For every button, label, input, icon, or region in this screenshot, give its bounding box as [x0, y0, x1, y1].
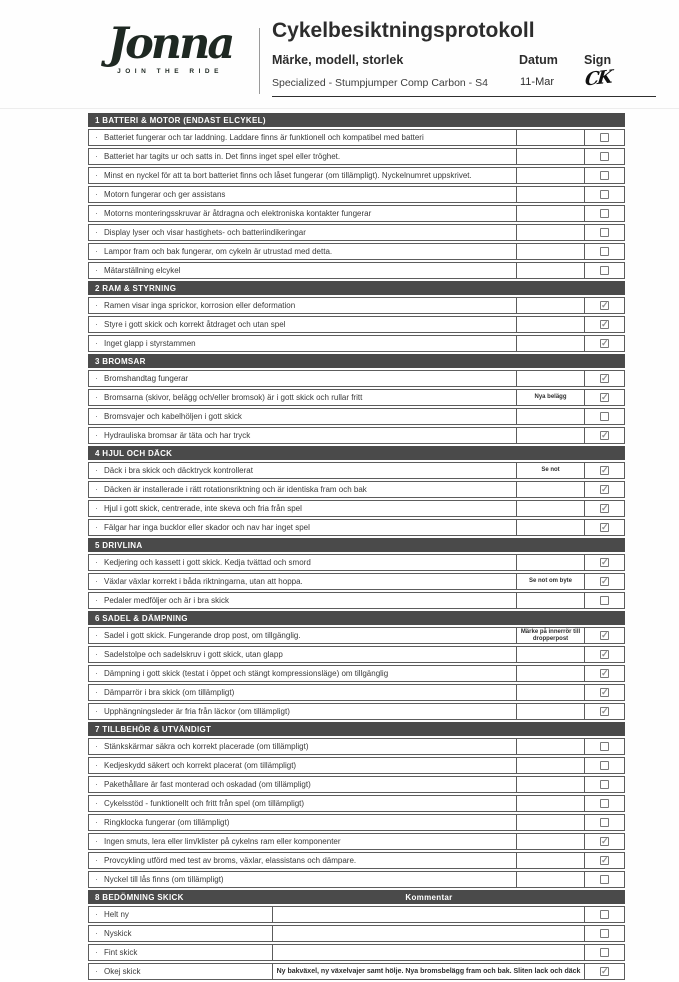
note-cell[interactable]	[517, 593, 585, 608]
item-text: Ramen visar inga sprickor, korrosion eller deformation	[104, 301, 296, 310]
checkbox-cell	[585, 244, 624, 259]
note-cell[interactable]	[517, 317, 585, 332]
logo-tagline: JOIN THE RIDE	[117, 68, 223, 76]
item-text: Bromshandtag fungerar	[104, 374, 189, 383]
checklist-row	[88, 703, 625, 720]
section-header	[88, 890, 625, 904]
note-cell[interactable]	[517, 428, 585, 443]
checkbox-cell	[585, 926, 624, 941]
bullet-icon: ·	[95, 706, 98, 716]
checklist-row	[88, 573, 625, 590]
item-text: Bromsvajer och kabelhöljen i gott skick	[104, 412, 242, 421]
checkbox-cell	[585, 872, 624, 887]
item-description-cell	[89, 926, 273, 941]
checklist-row	[88, 833, 625, 850]
comment-cell[interactable]	[273, 907, 585, 922]
checkbox-unchecked-icon[interactable]	[600, 152, 609, 161]
item-description-cell	[89, 130, 517, 145]
item-text: Inget glapp i styrstammen	[104, 339, 196, 348]
checkbox-unchecked-icon[interactable]	[600, 209, 609, 218]
bullet-icon: ·	[95, 909, 98, 919]
checkbox-checked-icon[interactable]	[600, 393, 609, 402]
bullet-icon: ·	[95, 319, 98, 329]
item-description-cell	[89, 244, 517, 259]
checklist-row	[88, 224, 625, 241]
bullet-icon: ·	[95, 947, 98, 957]
note-cell[interactable]	[517, 796, 585, 811]
item-description-cell	[89, 666, 517, 681]
checkbox-checked-icon[interactable]	[600, 504, 609, 513]
checkbox-checked-icon[interactable]	[600, 650, 609, 659]
checkbox-cell	[585, 371, 624, 386]
item-text: Däcken är installerade i rätt rotationsriktning och är identiska fram och bak	[104, 485, 367, 494]
checkbox-checked-icon[interactable]	[600, 577, 609, 586]
item-description-cell	[89, 168, 517, 183]
item-text: Sadelstolpe och sadelskruv i gott skick, utan glapp	[104, 650, 283, 659]
bullet-icon: ·	[95, 779, 98, 789]
checklist-row	[88, 481, 625, 498]
comment-column-header: Kommentar	[405, 892, 453, 902]
checkbox-cell	[585, 758, 624, 773]
item-text: Provcykling utförd med test av broms, växlar, elassistans och dämpare.	[104, 856, 357, 865]
page-divider-line	[0, 108, 679, 109]
checkbox-cell	[585, 501, 624, 516]
checkbox-cell	[585, 777, 624, 792]
item-text: Upphängningsleder är fria från läckor (om tillämpligt)	[104, 707, 290, 716]
note-cell[interactable]	[517, 704, 585, 719]
item-text: Motorn fungerar och ger assistans	[104, 190, 226, 199]
checklist-row	[88, 427, 625, 444]
checkbox-cell	[585, 168, 624, 183]
note-cell[interactable]	[517, 409, 585, 424]
checkbox-cell	[585, 317, 624, 332]
checkbox-cell	[585, 463, 624, 478]
checkbox-unchecked-icon[interactable]	[600, 190, 609, 199]
item-description-cell	[89, 225, 517, 240]
checkbox-unchecked-icon[interactable]	[600, 596, 609, 605]
checkbox-cell	[585, 149, 624, 164]
item-description-cell	[89, 482, 517, 497]
item-text: Bromsarna (skivor, belägg och/eller bromsok) är i gott skick och rullar fritt	[104, 393, 363, 402]
item-description-cell	[89, 628, 517, 643]
item-description-cell	[89, 685, 517, 700]
checkbox-unchecked-icon[interactable]	[600, 761, 609, 770]
checkbox-checked-icon[interactable]	[600, 631, 609, 640]
bullet-icon: ·	[95, 338, 98, 348]
checklist-row	[88, 335, 625, 352]
note-cell[interactable]	[517, 482, 585, 497]
checkbox-cell	[585, 520, 624, 535]
checkbox-cell	[585, 907, 624, 922]
bullet-icon: ·	[95, 484, 98, 494]
note-cell[interactable]	[517, 647, 585, 662]
note-cell[interactable]	[517, 336, 585, 351]
checkbox-checked-icon[interactable]	[600, 485, 609, 494]
bullet-icon: ·	[95, 132, 98, 142]
note-cell[interactable]	[517, 777, 585, 792]
checkbox-cell	[585, 187, 624, 202]
checklist-row	[88, 262, 625, 279]
checklist-row	[88, 316, 625, 333]
checklist-row	[88, 906, 625, 923]
bullet-icon: ·	[95, 576, 98, 586]
checkbox-cell	[585, 225, 624, 240]
bullet-icon: ·	[95, 874, 98, 884]
checkbox-cell	[585, 704, 624, 719]
checkbox-checked-icon[interactable]	[600, 431, 609, 440]
item-description-cell	[89, 647, 517, 662]
bullet-icon: ·	[95, 649, 98, 659]
checklist-row	[88, 627, 625, 644]
comment-cell[interactable]	[273, 945, 585, 960]
checkbox-checked-icon[interactable]	[600, 837, 609, 846]
note-cell[interactable]	[517, 225, 585, 240]
note-cell[interactable]	[517, 206, 585, 221]
checkbox-unchecked-icon[interactable]	[600, 929, 609, 938]
note-cell[interactable]	[517, 168, 585, 183]
item-text: Ringklocka fungerar (om tillämpligt)	[104, 818, 230, 827]
checklist-table	[88, 113, 625, 982]
bullet-icon: ·	[95, 798, 98, 808]
bullet-icon: ·	[95, 503, 98, 513]
checklist-row	[88, 186, 625, 203]
section-title: 8 BEDÖMNING SKICK	[95, 892, 184, 902]
note-cell[interactable]	[517, 371, 585, 386]
bullet-icon: ·	[95, 227, 98, 237]
note-cell[interactable]	[517, 244, 585, 259]
checkbox-unchecked-icon[interactable]	[600, 742, 609, 751]
item-description-cell	[89, 945, 273, 960]
checkbox-cell	[585, 815, 624, 830]
checklist-row	[88, 462, 625, 479]
logo-wordmark: Jonna	[107, 19, 233, 69]
bullet-icon: ·	[95, 855, 98, 865]
item-description-cell	[89, 149, 517, 164]
item-description-cell	[89, 336, 517, 351]
item-text: Däck i bra skick och däcktryck kontrollerat	[104, 466, 253, 475]
bullet-icon: ·	[95, 836, 98, 846]
checkbox-unchecked-icon[interactable]	[600, 818, 609, 827]
item-text: Motorns monteringsskruvar är åtdragna och elektroniska kontakter fungerar	[104, 209, 372, 218]
item-text: Stänkskärmar säkra och korrekt placerade (om tillämpligt)	[104, 742, 309, 751]
item-description-cell	[89, 520, 517, 535]
item-text: Minst en nyckel för att ta bort batteriet finns och låset fungerar (om tillämpligt). Nyckelnumret uppskrivet.	[104, 171, 472, 180]
item-description-cell	[89, 463, 517, 478]
checkbox-checked-icon[interactable]	[600, 856, 609, 865]
checkbox-cell	[585, 428, 624, 443]
item-description-cell	[89, 428, 517, 443]
item-text: Okej skick	[104, 967, 141, 976]
bullet-icon: ·	[95, 817, 98, 827]
item-text: Helt ny	[104, 910, 129, 919]
note-cell[interactable]	[517, 298, 585, 313]
checkbox-unchecked-icon[interactable]	[600, 412, 609, 421]
checkbox-unchecked-icon[interactable]	[600, 133, 609, 142]
item-text: Växlar växlar korrekt i båda riktningarna, utan att hoppa.	[104, 577, 303, 586]
checkbox-cell	[585, 834, 624, 849]
date-field-value: 11-Mar	[520, 76, 555, 88]
checkbox-unchecked-icon[interactable]	[600, 780, 609, 789]
bullet-icon: ·	[95, 741, 98, 751]
item-text: Nyckel till lås finns (om tillämpligt)	[104, 875, 224, 884]
checkbox-cell	[585, 628, 624, 643]
checklist-row	[88, 129, 625, 146]
note-cell[interactable]	[517, 263, 585, 278]
checkbox-cell	[585, 555, 624, 570]
note-cell[interactable]	[517, 758, 585, 773]
checkbox-checked-icon[interactable]	[600, 301, 609, 310]
note-cell[interactable]	[517, 739, 585, 754]
checkbox-checked-icon[interactable]	[600, 558, 609, 567]
checkbox-unchecked-icon[interactable]	[600, 948, 609, 957]
item-description-cell	[89, 371, 517, 386]
bullet-icon: ·	[95, 668, 98, 678]
checkbox-unchecked-icon[interactable]	[600, 910, 609, 919]
item-text: Hjul i gott skick, centrerade, inte skeva och fria från spel	[104, 504, 302, 513]
item-text: Dämpning i gott skick (testat i öppet och stängt kompressionsläge) om tillgänglig	[104, 669, 389, 678]
checklist-row	[88, 519, 625, 536]
bullet-icon: ·	[95, 300, 98, 310]
checkbox-cell	[585, 336, 624, 351]
bullet-icon: ·	[95, 760, 98, 770]
item-text: Pedaler medföljer och är i bra skick	[104, 596, 229, 605]
checkbox-cell	[585, 964, 624, 979]
bullet-icon: ·	[95, 208, 98, 218]
bullet-icon: ·	[95, 966, 98, 976]
checkbox-checked-icon[interactable]	[600, 466, 609, 475]
checkbox-checked-icon[interactable]	[600, 320, 609, 329]
item-text: Nyskick	[104, 929, 132, 938]
note-cell[interactable]	[517, 130, 585, 145]
item-text: Dämparrör i bra skick (om tillämpligt)	[104, 688, 235, 697]
checklist-row	[88, 500, 625, 517]
checkbox-checked-icon[interactable]	[600, 688, 609, 697]
checkbox-checked-icon[interactable]	[600, 669, 609, 678]
checkbox-checked-icon[interactable]	[600, 967, 609, 976]
bullet-icon: ·	[95, 246, 98, 256]
page-title: Cykelbesiktningsprotokoll	[272, 19, 535, 42]
note-cell[interactable]	[517, 555, 585, 570]
checkbox-checked-icon[interactable]	[600, 339, 609, 348]
checklist-row	[88, 148, 625, 165]
bullet-icon: ·	[95, 189, 98, 199]
checklist-row	[88, 592, 625, 609]
bullet-icon: ·	[95, 928, 98, 938]
section-header: 7 TILLBEHÖR & UTVÄNDIGT	[88, 722, 625, 736]
checkbox-cell	[585, 593, 624, 608]
item-description-cell	[89, 263, 517, 278]
item-description-cell	[89, 815, 517, 830]
checklist-row	[88, 757, 625, 774]
checkbox-checked-icon[interactable]	[600, 374, 609, 383]
bullet-icon: ·	[95, 430, 98, 440]
checkbox-cell	[585, 574, 624, 589]
item-text: Pakethållare är fast monterad och oskadad (om tillämpligt)	[104, 780, 311, 789]
bullet-icon: ·	[95, 392, 98, 402]
checklist-row	[88, 370, 625, 387]
note-cell[interactable]	[517, 501, 585, 516]
note-cell[interactable]: Se not om byte	[517, 574, 585, 589]
item-description-cell	[89, 872, 517, 887]
checklist-row	[88, 389, 625, 406]
checklist-row	[88, 646, 625, 663]
item-description-cell	[89, 758, 517, 773]
note-cell[interactable]	[517, 685, 585, 700]
section-header: 6 SADEL & DÄMPNING	[88, 611, 625, 625]
item-description-cell	[89, 593, 517, 608]
item-text: Batteriet har tagits ur och satts in. Det finns inget spel eller tröghet.	[104, 152, 341, 161]
item-text: Sadel i gott skick. Fungerande drop post, om tillgänglig.	[104, 631, 301, 640]
item-description-cell	[89, 409, 517, 424]
item-text: Display lyser och visar hastighets- och batteriindikeringar	[104, 228, 306, 237]
sign-field-label: Sign	[584, 53, 612, 67]
note-cell[interactable]	[517, 853, 585, 868]
checkbox-cell	[585, 263, 624, 278]
section-header: 3 BROMSAR	[88, 354, 625, 368]
checkbox-cell	[585, 666, 624, 681]
jonna-logo	[90, 19, 250, 76]
item-text: Styre i gott skick och korrekt åtdraget och utan spel	[104, 320, 286, 329]
model-field-label: Märke, modell, storlek	[272, 53, 404, 67]
bullet-icon: ·	[95, 630, 98, 640]
bullet-icon: ·	[95, 595, 98, 605]
item-description-cell	[89, 206, 517, 221]
checkbox-cell	[585, 206, 624, 221]
bullet-icon: ·	[95, 170, 98, 180]
checklist-row	[88, 684, 625, 701]
checklist-row	[88, 205, 625, 222]
note-cell[interactable]	[517, 149, 585, 164]
item-text: Ingen smuts, lera eller lim/klister på cykelns ram eller komponenter	[104, 837, 341, 846]
model-field-value: Specialized - Stumpjumper Comp Carbon - S4	[272, 77, 488, 89]
note-cell[interactable]: Märke på innerrör till dropperpost	[517, 628, 585, 643]
note-cell[interactable]: Nya belägg	[517, 390, 585, 405]
checklist-row	[88, 814, 625, 831]
item-text: Fälgar har inga bucklor eller skador och nav har inget spel	[104, 523, 310, 532]
checkbox-unchecked-icon[interactable]	[600, 228, 609, 237]
checklist-row	[88, 795, 625, 812]
checklist-row	[88, 871, 625, 888]
checkbox-checked-icon[interactable]	[600, 523, 609, 532]
checkbox-cell	[585, 945, 624, 960]
bullet-icon: ·	[95, 373, 98, 383]
section-header: 5 DRIVLINA	[88, 538, 625, 552]
item-description-cell	[89, 964, 273, 979]
item-description-cell	[89, 574, 517, 589]
checkbox-cell	[585, 130, 624, 145]
note-cell[interactable]	[517, 834, 585, 849]
checklist-row	[88, 925, 625, 942]
item-text: Kedjering och kassett i gott skick. Kedja tvättad och smord	[104, 558, 311, 567]
comment-cell[interactable]	[273, 926, 585, 941]
item-text: Fint skick	[104, 948, 138, 957]
item-description-cell	[89, 704, 517, 719]
note-cell[interactable]	[517, 187, 585, 202]
item-description-cell	[89, 555, 517, 570]
checklist-row	[88, 297, 625, 314]
note-cell[interactable]	[517, 815, 585, 830]
item-description-cell	[89, 777, 517, 792]
checkbox-unchecked-icon[interactable]	[600, 266, 609, 275]
item-description-cell	[89, 187, 517, 202]
checklist-row	[88, 554, 625, 571]
item-text: Batteriet fungerar och tar laddning. Laddare finns är funktionell och kompatibel med batteri	[104, 133, 424, 142]
item-description-cell	[89, 317, 517, 332]
checkbox-cell	[585, 298, 624, 313]
checkbox-cell	[585, 482, 624, 497]
checkbox-cell	[585, 853, 624, 868]
checkbox-cell	[585, 409, 624, 424]
item-text: Lampor fram och bak fungerar, om cykeln är utrustad med detta.	[104, 247, 333, 256]
item-text: Mätarställning elcykel	[104, 266, 181, 275]
bullet-icon: ·	[95, 557, 98, 567]
checklist-row	[88, 944, 625, 961]
bullet-icon: ·	[95, 411, 98, 421]
checklist-row	[88, 243, 625, 260]
checkbox-cell	[585, 390, 624, 405]
item-description-cell	[89, 298, 517, 313]
bullet-icon: ·	[95, 522, 98, 532]
checkbox-cell	[585, 796, 624, 811]
item-description-cell	[89, 390, 517, 405]
checklist-row	[88, 167, 625, 184]
item-description-cell	[89, 853, 517, 868]
checkbox-checked-icon[interactable]	[600, 707, 609, 716]
checkbox-unchecked-icon[interactable]	[600, 799, 609, 808]
note-cell[interactable]	[517, 666, 585, 681]
checklist-row	[88, 738, 625, 755]
checkbox-unchecked-icon[interactable]	[600, 875, 609, 884]
checkbox-unchecked-icon[interactable]	[600, 247, 609, 256]
bullet-icon: ·	[95, 687, 98, 697]
bullet-icon: ·	[95, 151, 98, 161]
bullet-icon: ·	[95, 265, 98, 275]
item-description-cell	[89, 739, 517, 754]
note-cell[interactable]	[517, 872, 585, 887]
item-description-cell	[89, 796, 517, 811]
checklist-row	[88, 408, 625, 425]
comment-cell[interactable]: Ny bakväxel, ny växelvajer samt hölje. Nya bromsbelägg fram och bak. Sliten lack och däck	[273, 964, 585, 979]
item-description-cell	[89, 834, 517, 849]
checkbox-cell	[585, 685, 624, 700]
item-text: Hydrauliska bromsar är täta och har tryck	[104, 431, 251, 440]
note-cell[interactable]	[517, 520, 585, 535]
checkbox-cell	[585, 739, 624, 754]
checklist-row	[88, 963, 625, 980]
checklist-row	[88, 852, 625, 869]
section-header: 1 BATTERI & MOTOR (ENDAST ELCYKEL)	[88, 113, 625, 127]
bullet-icon: ·	[95, 465, 98, 475]
note-cell[interactable]: Se not	[517, 463, 585, 478]
header-divider	[259, 28, 260, 94]
section-header: 4 HJUL OCH DÄCK	[88, 446, 625, 460]
item-description-cell	[89, 501, 517, 516]
checkbox-unchecked-icon[interactable]	[600, 171, 609, 180]
header-rule	[272, 96, 656, 97]
checklist-row	[88, 776, 625, 793]
signature: CK	[583, 66, 613, 91]
date-field-label: Datum	[519, 53, 558, 67]
item-text: Cykelsstöd - funktionellt och fritt från spel (om tillämpligt)	[104, 799, 305, 808]
checklist-row	[88, 665, 625, 682]
checkbox-cell	[585, 647, 624, 662]
item-text: Kedjeskydd säkert och korrekt placerat (om tillämpligt)	[104, 761, 297, 770]
section-header: 2 RAM & STYRNING	[88, 281, 625, 295]
item-description-cell	[89, 907, 273, 922]
